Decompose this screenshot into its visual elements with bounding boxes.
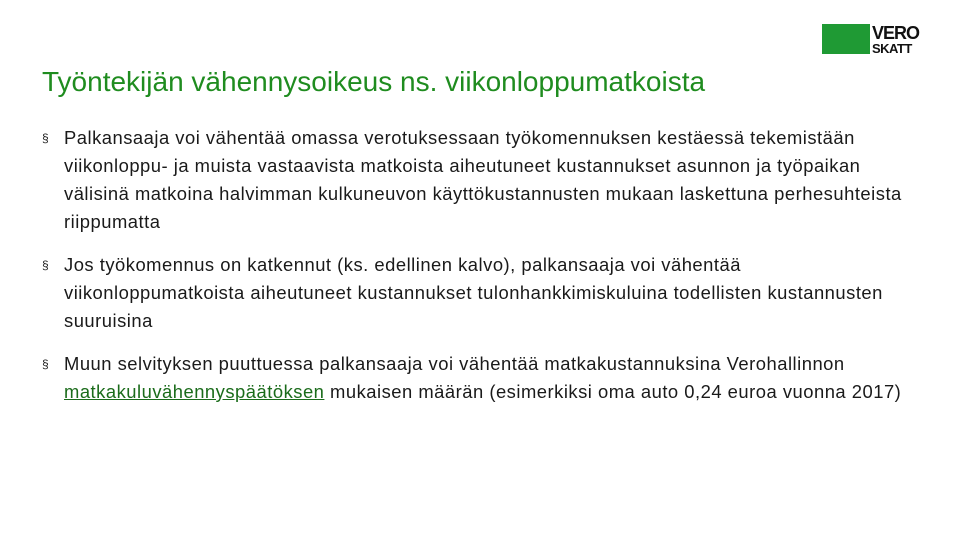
bullet-marker-icon: § (42, 357, 50, 371)
slide-title: Työntekijän vähennysoikeus ns. viikonloppumatkoista (42, 66, 706, 97)
bullet-item-1 (42, 124, 922, 236)
bullet-text: Palkansaaja voi vähentää omassa verotuksessaan työkomennuksen kestäessä tekemistään viikonloppu- ja muista vastaavista matkoista aiheutuneet kustannukset asunnon ja työpaikan välisinä matkoina halvimman kulkuneuvon käyttökustannusten mukaan laskettuna perhesuhteista riippumatta (64, 127, 902, 232)
bullet-item-3 (42, 350, 922, 406)
matkakuluvahennyspaatos-link[interactable]: matkakuluvähennyspäätöksen (64, 381, 325, 402)
bullet-text: Jos työkomennus on katkennut (ks. edellinen kalvo), palkansaaja voi vähentää viikonloppumatkoista aiheutuneet kustannukset tulonhankkimiskuluina todellisten kustannusten suuruisina (64, 254, 883, 331)
logo-green-block (822, 24, 870, 54)
bullet-list (42, 124, 922, 421)
bullet-marker-icon: § (42, 258, 50, 272)
bullet-marker-icon: § (42, 131, 50, 145)
bullet-text-before-link: Muun selvityksen puuttuessa palkansaaja voi vähentää matkakustannuksina Verohallinnon (64, 353, 845, 374)
bullet-text-after-link: mukaisen määrän (esimerkiksi oma auto 0,24 euroa vuonna 2017) (324, 381, 902, 402)
vero-skatt-logo (822, 24, 922, 56)
logo-text-vero: VERO (872, 23, 920, 43)
bullet-item-2 (42, 251, 922, 335)
logo-text-skatt: SKATT (872, 41, 912, 56)
